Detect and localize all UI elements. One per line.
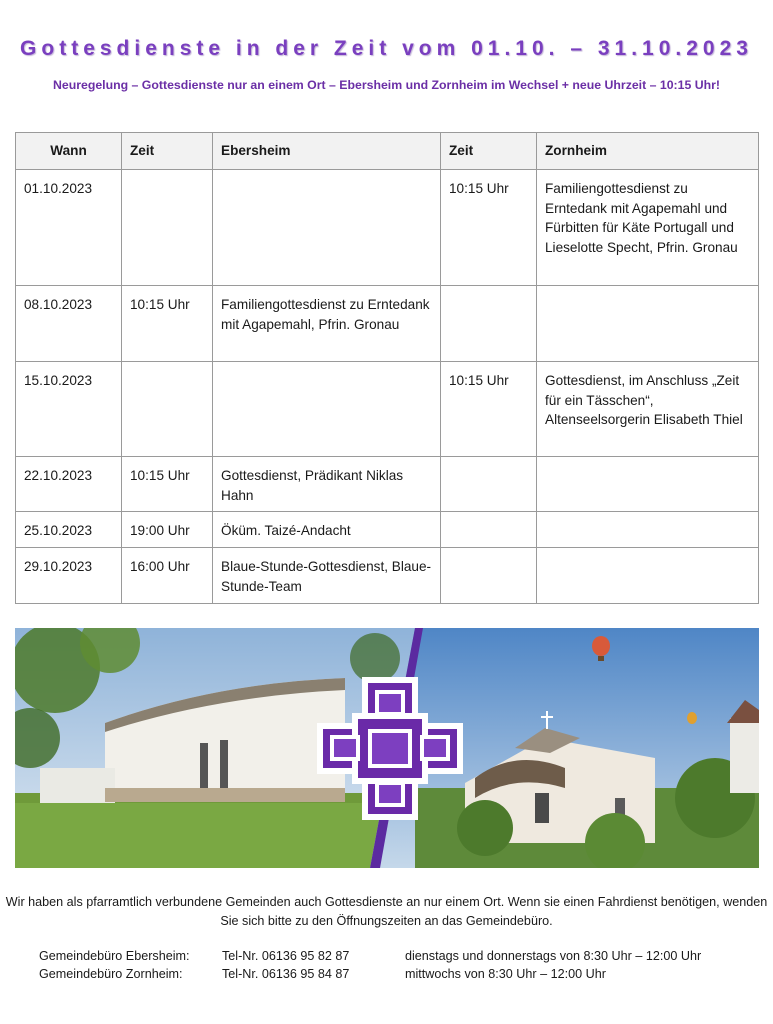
row-zornheim-event bbox=[537, 548, 759, 604]
row-zornheim-event: Gottesdienst, im Anschluss „Zeit für ein Tässchen“, Altenseelsorgerin Elisabeth Thiel bbox=[537, 362, 759, 457]
row-zornheim-event: Familiengottesdienst zu Erntedank mit Agapemahl und Fürbitten für Käte Portugall und Lieselotte Specht, Pfrin. Gronau bbox=[537, 170, 759, 286]
row-ebersheim-time: 10:15 Uhr bbox=[122, 286, 213, 362]
table-row bbox=[16, 286, 759, 362]
page-subtitle: Neuregelung – Gottesdienste nur an einem Ort – Ebersheim und Zornheim im Wechsel + neue Uhrzeit – 10:15 Uhr! bbox=[52, 78, 721, 92]
office-name: Gemeindebüro Zornheim: bbox=[39, 967, 183, 981]
church-logo-icon bbox=[320, 680, 470, 817]
office-phone: Tel-Nr. 06136 95 82 87 bbox=[222, 949, 350, 963]
office-contacts bbox=[39, 947, 701, 983]
office-row bbox=[39, 947, 701, 965]
row-zornheim-time bbox=[441, 286, 537, 362]
row-ebersheim-event: Gottesdienst, Prädikant Niklas Hahn bbox=[213, 457, 441, 512]
header-zornheim: Zornheim bbox=[537, 133, 759, 170]
row-zornheim-time: 10:15 Uhr bbox=[441, 362, 537, 457]
row-date: 08.10.2023 bbox=[16, 286, 122, 362]
church-illustration bbox=[15, 628, 759, 868]
row-ebersheim-time: 16:00 Uhr bbox=[122, 548, 213, 604]
office-phone: Tel-Nr. 06136 95 84 87 bbox=[222, 967, 350, 981]
row-date: 01.10.2023 bbox=[16, 170, 122, 286]
row-ebersheim-event: Blaue-Stunde-Gottesdienst, Blaue-Stunde-Team bbox=[213, 548, 441, 604]
header-zeit-ebersheim: Zeit bbox=[122, 133, 213, 170]
row-zornheim-time: 10:15 Uhr bbox=[441, 170, 537, 286]
row-date: 25.10.2023 bbox=[16, 512, 122, 548]
row-date: 29.10.2023 bbox=[16, 548, 122, 604]
table-row bbox=[16, 457, 759, 512]
office-hours: dienstags und donnerstags von 8:30 Uhr – 12:00 Uhr bbox=[405, 949, 702, 963]
church-photo-banner bbox=[15, 628, 759, 868]
table-row bbox=[16, 512, 759, 548]
office-hours: mittwochs von 8:30 Uhr – 12:00 Uhr bbox=[405, 967, 606, 981]
row-zornheim-event bbox=[537, 286, 759, 362]
office-name: Gemeindebüro Ebersheim: bbox=[39, 949, 190, 963]
footer-note: Wir haben als pfarramtlich verbundene Gemeinden auch Gottesdienste an nur einem Ort. Wenn sie einen Fahrdienst benötigen, wenden Sie sich bitte zu den Öffnungszeiten an das Gemeindebüro. bbox=[5, 895, 768, 928]
row-ebersheim-time bbox=[122, 170, 213, 286]
row-zornheim-event bbox=[537, 512, 759, 548]
row-ebersheim-event bbox=[213, 362, 441, 457]
row-date: 15.10.2023 bbox=[16, 362, 122, 457]
row-ebersheim-time: 10:15 Uhr bbox=[122, 457, 213, 512]
row-ebersheim-event bbox=[213, 170, 441, 286]
office-row bbox=[39, 965, 701, 983]
row-ebersheim-event: Öküm. Taizé-Andacht bbox=[213, 512, 441, 548]
page-title: Gottesdienste in der Zeit vom 01.10. – 31.10.2023 bbox=[20, 37, 753, 60]
row-ebersheim-time: 19:00 Uhr bbox=[122, 512, 213, 548]
table-header-row bbox=[16, 133, 759, 170]
header-wann: Wann bbox=[16, 133, 122, 170]
row-zornheim-time bbox=[441, 512, 537, 548]
row-ebersheim-time bbox=[122, 362, 213, 457]
table-row bbox=[16, 548, 759, 604]
row-zornheim-event bbox=[537, 457, 759, 512]
row-zornheim-time bbox=[441, 457, 537, 512]
row-ebersheim-event: Familiengottesdienst zu Erntedank mit Agapemahl, Pfrin. Gronau bbox=[213, 286, 441, 362]
row-zornheim-time bbox=[441, 548, 537, 604]
row-date: 22.10.2023 bbox=[16, 457, 122, 512]
table-row bbox=[16, 362, 759, 457]
table-row bbox=[16, 170, 759, 286]
header-zeit-zornheim: Zeit bbox=[441, 133, 537, 170]
balloon-icon bbox=[592, 636, 610, 656]
header-ebersheim: Ebersheim bbox=[213, 133, 441, 170]
schedule-table bbox=[15, 132, 759, 604]
